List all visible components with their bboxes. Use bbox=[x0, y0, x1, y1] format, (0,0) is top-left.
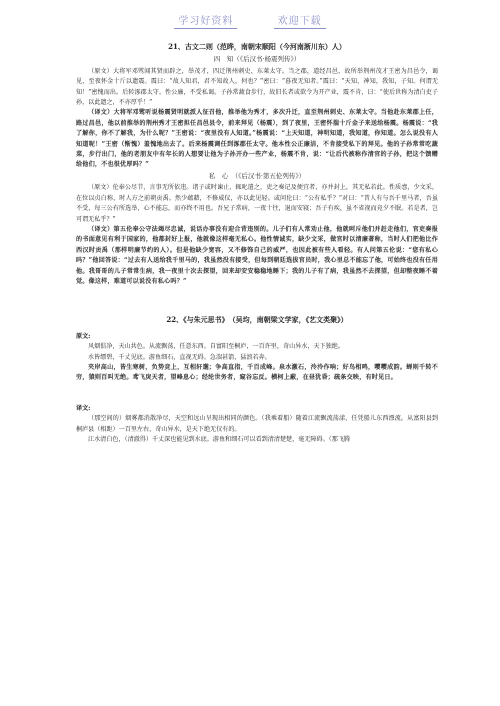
header-right: 欢迎下载 bbox=[274, 12, 326, 29]
section1-title: 21、古文二则（范晔，南朝宋顺阳（今河南淅川东）人） bbox=[168, 42, 346, 51]
sub1-original: （原文）大将军邓骘闻其贤而辟之，举茂才，四迁荆州刺史、东莱太守。当之郡，道经昌邑，故所举荆州茂才王密为昌邑令，谒见，至夜怀金十斤以遗震。震曰：“故人知君，君不知故人，何也？”密曰：“暮夜无知者。”震曰：“天知，神知，我知，子知。何谓无知！”密愧而出。后转涿郡太守。性公廉，不受私谒。子孙常蔬食步行，故旧长者或欲令为开产业，震不肯，曰：“使后世称为清白吏子孙，以此遗之，不亦厚乎！” bbox=[76, 67, 438, 107]
label-original: 原文: bbox=[76, 332, 91, 340]
section1-sub1: 四 知（《后汉书·杨震列传》） bbox=[213, 55, 301, 64]
section1-sub2: 私 心 （《后汉书·第五伦列传》） bbox=[208, 171, 306, 180]
header-left: 学习好资料 bbox=[174, 12, 237, 29]
translation-p1: （那空间的）烟雾都消散净尽，天空和远山呈现出相同的颜色。（我乘着船）随着江流飘流荡漾，任凭船儿东西漂流。从富阳县到桐庐县（相距）一百里左右，奇山异水，是天下绝无仅有的。 bbox=[76, 415, 438, 433]
section2-title: 22、《与朱元思书》 （吴均，南朝梁文学家，《艺文类聚》） bbox=[166, 315, 348, 325]
original-p3: 夹岸高山，皆生寒树，负势竞上，互相轩邈；争高直指，千百成峰。泉水激石，泠泠作响；好鸟相鸣，嘤嘤成韵。蝉则千转不穷，猿则百叫无绝。鸢飞戾天者，望峰息心；经纶世务者，窥谷忘反。横柯上蔽，在昼犹昏；疏条交映，有时见日。 bbox=[76, 363, 438, 382]
sub2-original: （原文）伦奉公尽节，言事无所依违。诸子或时谏止，辄叱遣之，吏之奏记及便宜者，亦并封上，其无私若此。性质悫，少文采，在位以贞白称，时人方之前朝贡禹。然少蕴藉，不修威仪，亦以此见轻。或问伦曰：“公有私乎？”对曰：“昔人有与吾千里马者，吾虽不受，每三公有所选举，心不能忘，而亦终不用也。吾兄子常病，一夜十往，退而安寝；吾子有疾，虽不省视而竟夕不眠。若是者，岂可谓无私乎？” bbox=[76, 184, 438, 223]
original-p1: 风烟俱净，天山共色。从流飘荡，任意东西。自富阳至桐庐，一百许里，奇山异水，天下独绝。 bbox=[88, 343, 344, 351]
document-body bbox=[76, 38, 438, 445]
sub2-translation: （译文）第五伦奉公守法竭尽忠诚，说话办事没有迎合背违别的。儿子们有人常劝止他，他就呵斥他们并赶走他们，官吏奏报的书面意见有利于国家的，他都封好上报，他就像这样毫无私心。他性情诚实，缺少文采，做官时以清廉著称，当时人们把他比作西汉时贡禹（那样明廉节约的人）。但是他缺少宽容，又不修饰自己的威严，也因此被有些人看轻。有人问第五伦说：“您有私心吗？”他回答说：“过去有人送给我千里马的，我虽然没有接受，但每到朝廷选拔官员时，我心里总不能忘了他，可始终也没有任用他。我哥哥的儿子常常生病，我一夜里十次去探望，回来却安安稳稳地睡下；我的儿子有了病，我虽然不去探望，但却整夜睡不着觉。像这样，难道可以说没有私心吗？” bbox=[76, 225, 438, 285]
label-translation: 译文: bbox=[76, 404, 91, 412]
page-header bbox=[0, 12, 500, 29]
original-p2: 水皆缥碧，千丈见底。游鱼细石，直视无碍。急湍甚箭，猛浪若奔。 bbox=[88, 353, 271, 361]
translation-p2: 江水清白色，（清澈得）千丈深也能见到水底。游鱼和细石可以看到清清楚楚，毫无障碍。（那飞腾 bbox=[88, 436, 351, 443]
sub1-translation: （译文）大将军邓骘听说杨震贤明就派人征召他，推举他为秀才，多次升迁，直至荆州刺史、东莱太守。当他赴东莱郡上任，路过昌邑，他以前推举的荆州秀才王密担任昌邑县令，前来拜见（杨震），到了夜里，王密怀揣十斤金子来送给杨震。杨震说：“我了解你，你不了解我，为什么呢？”王密说：“夜里没有人知道。”杨震说：“上天知道，神明知道，我知道，你知道。怎么说没有人知道呢！”王密（惭愧）羞愧地出去了。后来杨震调任到涿郡任太守。他本性公正廉洁，不肯接受私下的拜见。他的子孙常常吃蔬菜，步行出门，他的老朋友中有年长的人想要让他为子孙开办一些产业，杨震不肯，说：“让后代被称作清官的子孙，把这个馈赠给他们，不也很优厚吗？” bbox=[76, 109, 438, 169]
